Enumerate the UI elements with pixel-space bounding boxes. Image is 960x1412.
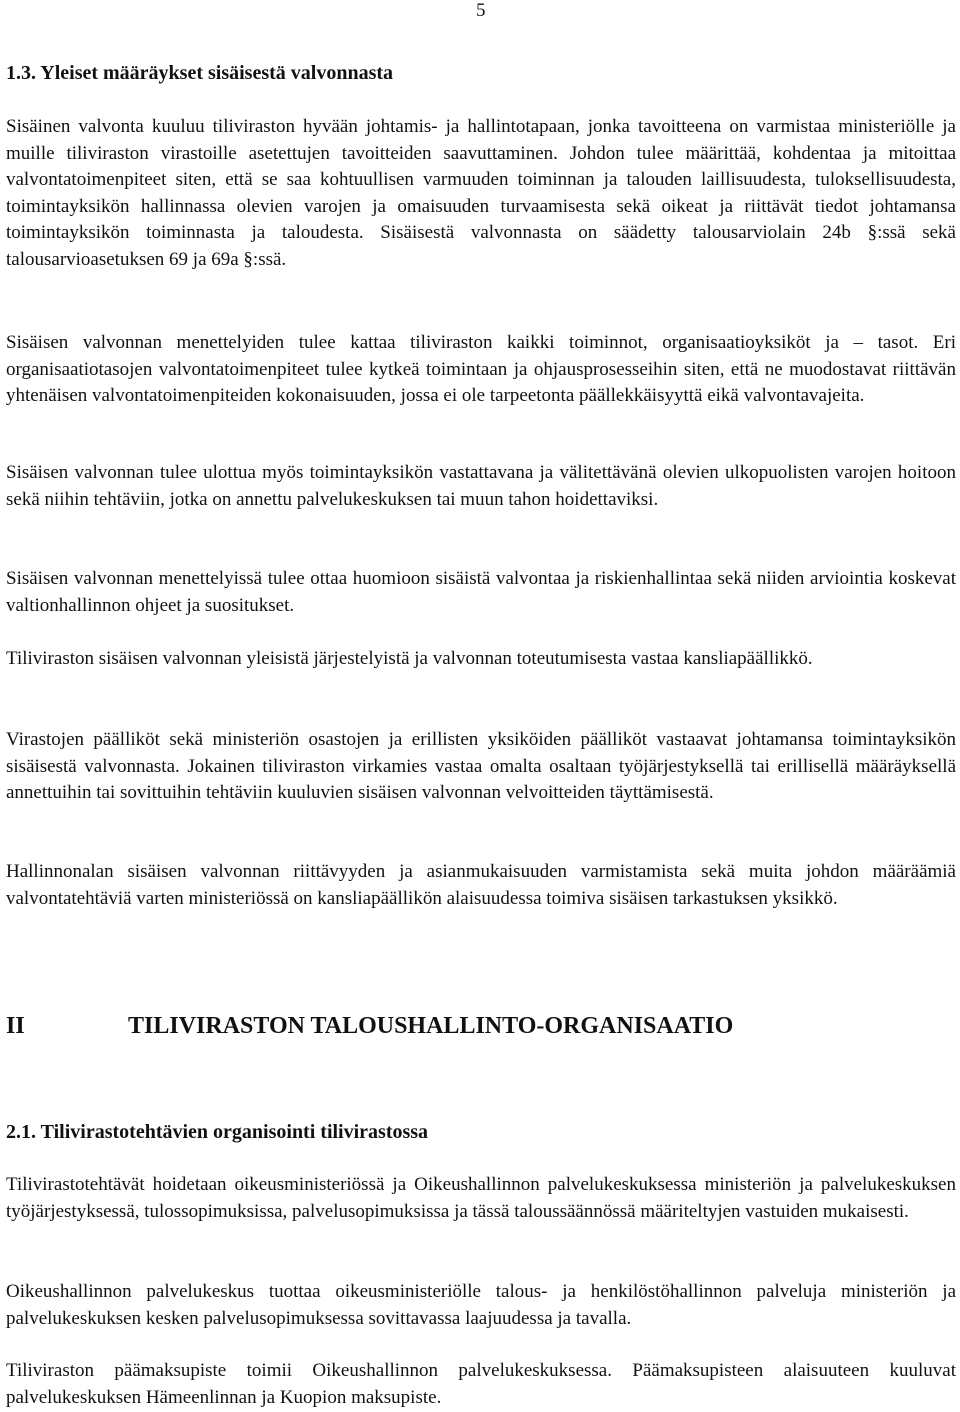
chapter-2-heading — [6, 1013, 956, 1040]
page-number: 5 — [476, 0, 486, 21]
paragraph-1-3-7: Hallinnonalan sisäisen valvonnan riittävyyden ja asianmukaisuuden varmistamista sekä muita johdon määräämiä valvontatehtäviä varten ministeriössä on kansliapäällikön alaisuudessa toimiva sisäisen tarkastuksen yksikkö. — [6, 861, 956, 909]
paragraph-1-3-1: Sisäinen valvonta kuuluu tiliviraston hyvään johtamis- ja hallintotapaan, jonka tavoitteena on varmistaa ministeriölle ja muille tiliviraston virastoille asetettujen tavoitteiden saavuttaminen. Johdon tulee määrittää, kohdentaa ja mitoittaa valvontatoimenpiteet siten, että se saa kohtuullisen varmuuden toiminnan ja talouden laillisuudesta, tuloksellisuudesta, toimintayksikön hallinnassa olevien varojen ja omaisuuden turvaamisesta sekä oikeat ja riittävät tiedot johtamansa toimintayksikön toiminnasta ja taloudesta. Sisäisestä valvonnasta on säädetty talousarviolain 24b §:ssä sekä talousarvioasetuksen 69 ja 69a §:ssä. — [6, 116, 956, 270]
section-2-1-heading: 2.1. Tilivirastotehtävien organisointi tilivirastossa — [6, 1121, 429, 1143]
chapter-title: TILIVIRASTON TALOUSHALLINTO-ORGANISAATIO — [128, 1013, 734, 1039]
paragraph-1-3-3: Sisäisen valvonnan tulee ulottua myös toimintayksikön vastattavana ja välitettävänä olevien ulkopuolisten varojen hoitoon sekä niihin tehtäviin, jotka on annettu palvelukeskuksen tai muun tahon hoidettaviksi. — [6, 462, 956, 510]
section-1-3-heading: 1.3. Yleiset määräykset sisäisestä valvonnasta — [6, 62, 394, 84]
chapter-number: II — [6, 1013, 25, 1039]
paragraph-1-3-2: Sisäisen valvonnan menettelyiden tulee kattaa tiliviraston kaikki toiminnot, organisaatioyksiköt ja – tasot. Eri organisaatiotasojen valvontatoimenpiteet tulee kytkeä toimintaan ja ohjausprosesseihin siten, että ne muodostavat riittävän yhtenäisen valvontatoimenpiteiden kokonaisuuden, jossa ei ole tarpeetonta päällekkäisyyttä eikä valvontavajeita. — [6, 332, 956, 406]
paragraph-2-1-1: Tilivirastotehtävät hoidetaan oikeusministeriössä ja Oikeushallinnon palvelukeskuksessa ministeriön ja palvelukeskuksen työjärjestyksessä, tulossopimuksissa, palvelusopimuksissa ja tässä taloussäännössä määriteltyjen vastuiden mukaisesti. — [6, 1174, 956, 1222]
paragraph-2-1-2: Oikeushallinnon palvelukeskus tuottaa oikeusministeriölle talous- ja henkilöstöhallinnon palveluja ministeriön ja palvelukeskuksen kesken palvelusopimuksessa sovittavassa laajuudessa ja tavalla. — [6, 1281, 956, 1329]
paragraph-2-1-3: Tiliviraston päämaksupiste toimii Oikeushallinnon palvelukeskuksessa. Päämaksupisteen alaisuuteen kuuluvat palvelukeskuksen Hämeenlinnan ja Kuopion maksupiste. — [6, 1360, 956, 1408]
paragraph-1-3-5: Tiliviraston sisäisen valvonnan yleisistä järjestelyistä ja valvonnan toteutumisesta vastaa kansliapäällikkö. — [6, 648, 813, 669]
paragraph-1-3-4: Sisäisen valvonnan menettelyissä tulee ottaa huomioon sisäistä valvontaa ja riskienhallintaa sekä niiden arviointia koskevat valtionhallinnon ohjeet ja suositukset. — [6, 568, 956, 616]
paragraph-1-3-6: Virastojen päälliköt sekä ministeriön osastojen ja erillisten yksiköiden päälliköt vastaavat johtamansa toimintayksikön sisäisestä valvonnasta. Jokainen tiliviraston virkamies vastaa omalta osaltaan työjärjestyksellä tai erillisellä määräyksellä annettuihin tai sovittuihin tehtäviin kuuluvien sisäisen valvonnan velvoitteiden täyttämisestä. — [6, 729, 956, 803]
